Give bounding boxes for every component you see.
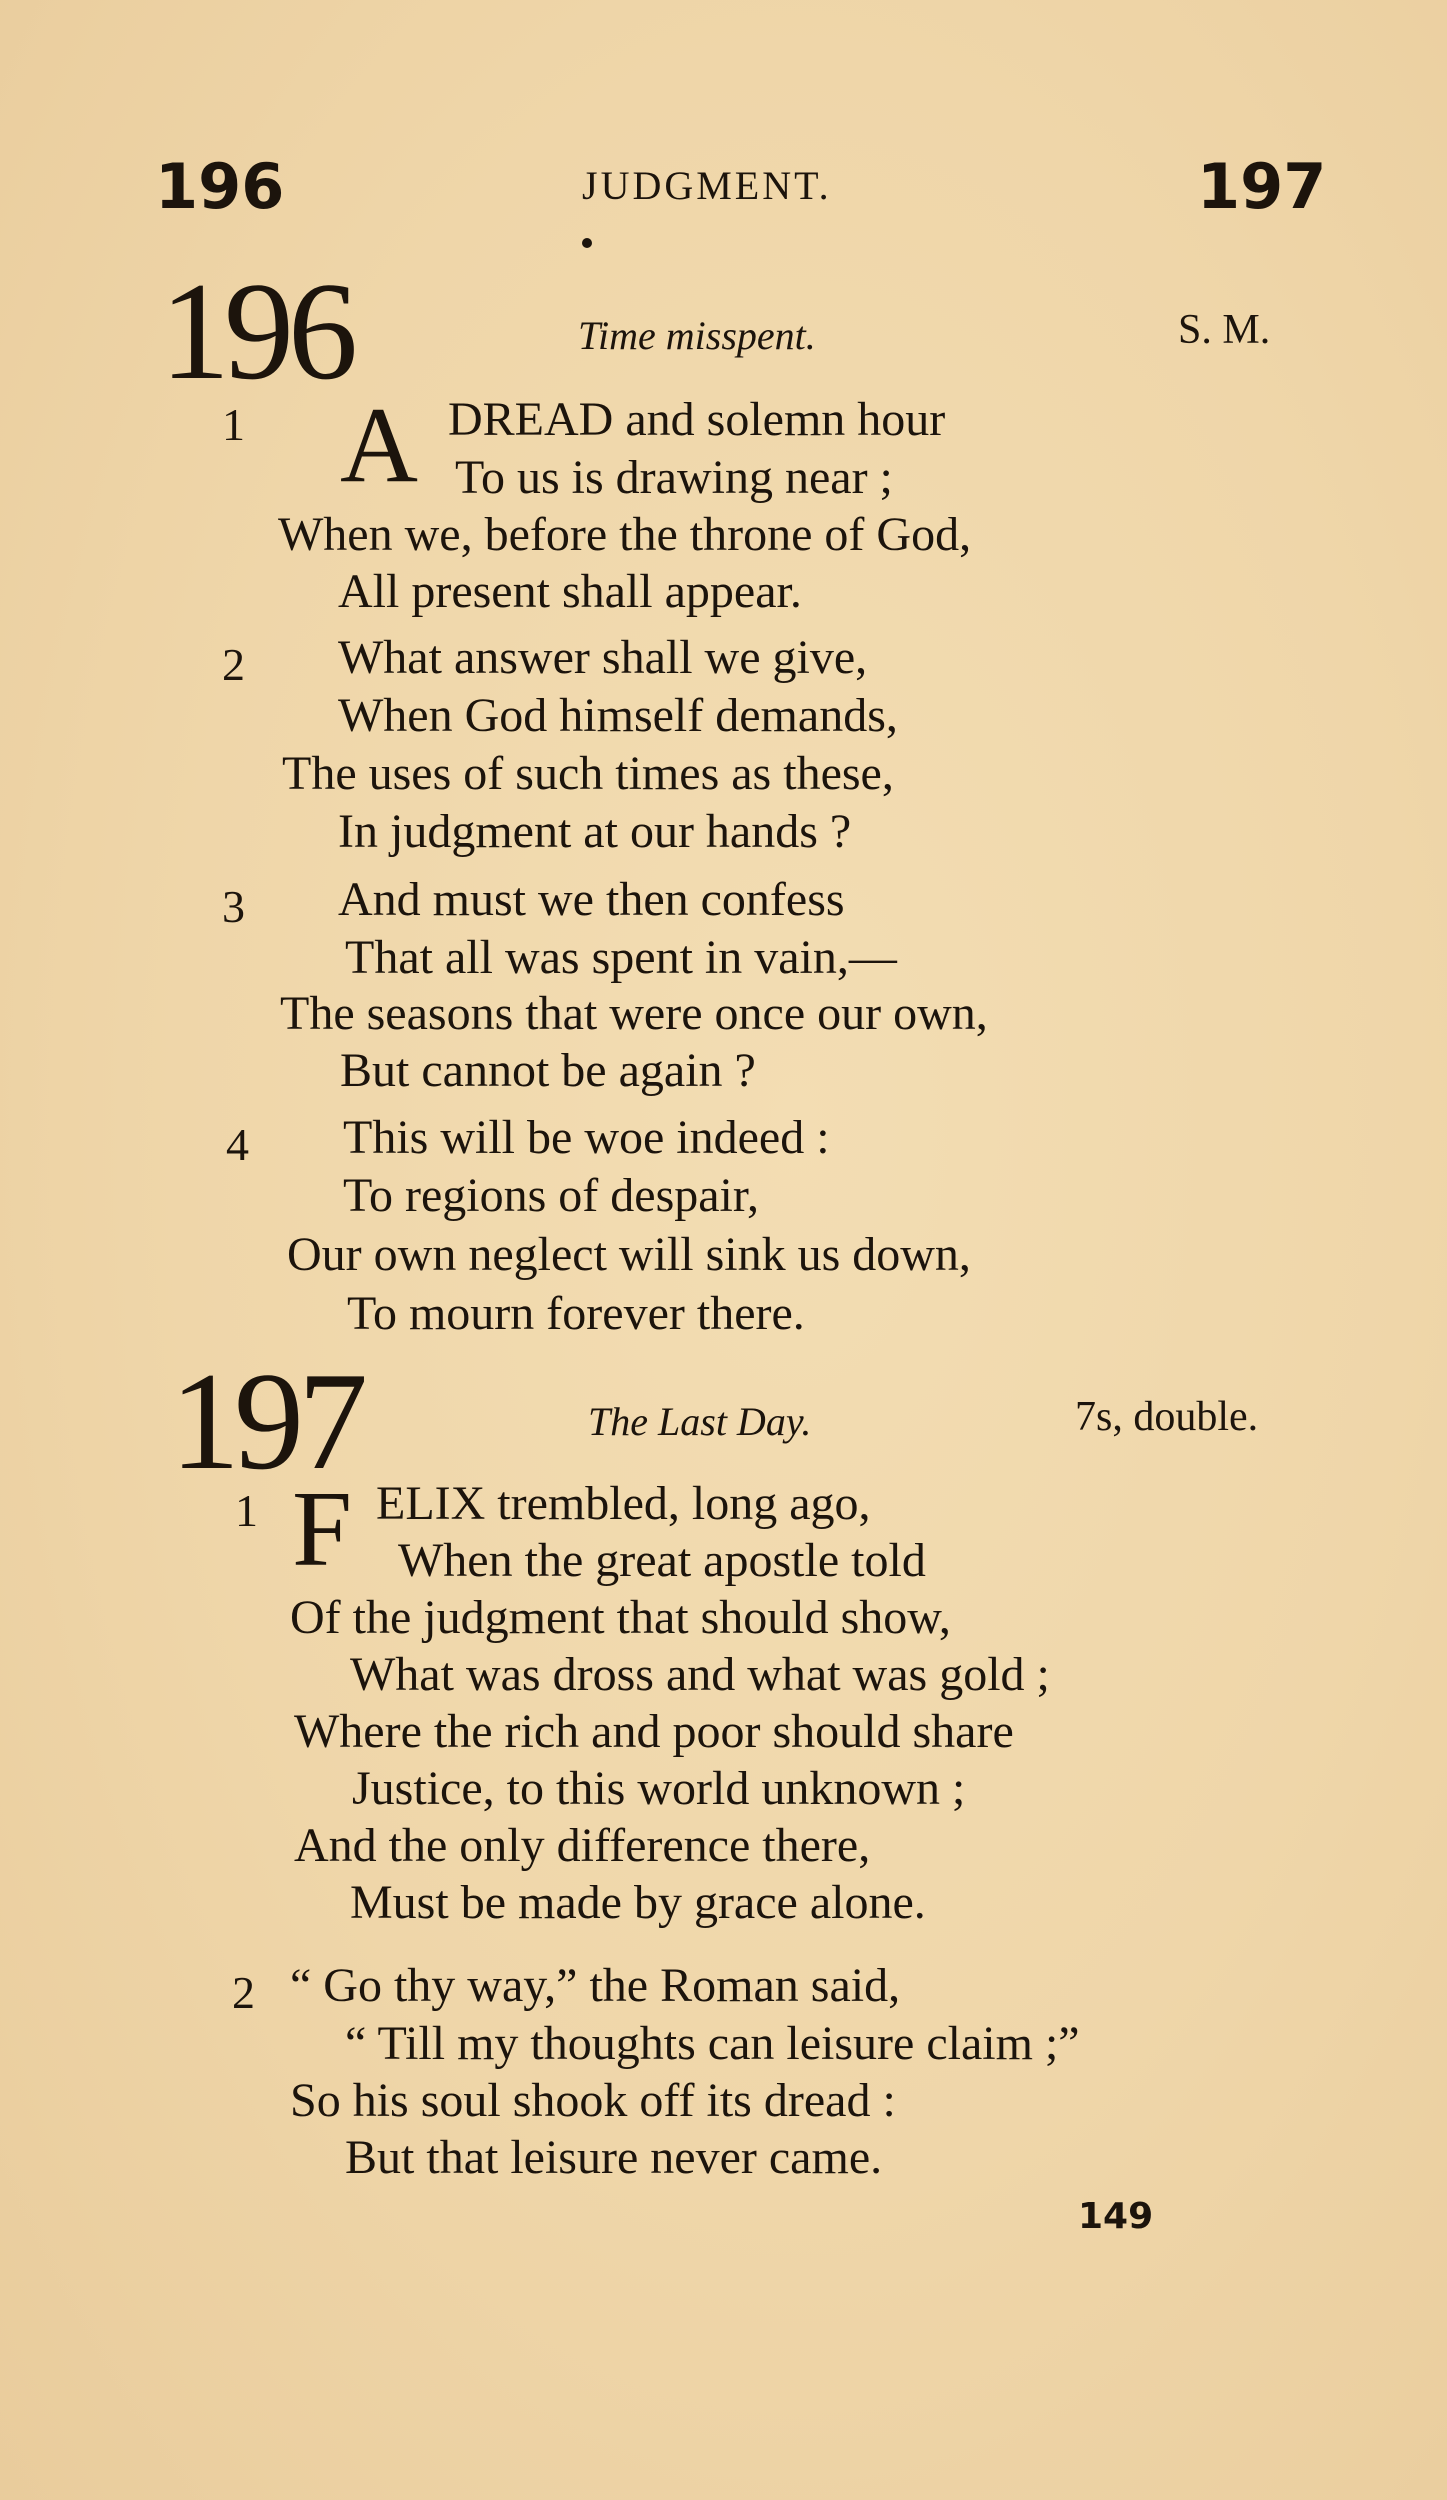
verse-number: 1 [235,1485,258,1536]
verse-line: Justice, to this world unknown ; [352,1762,966,1815]
verse-line: What answer shall we give, [338,631,868,684]
verse-line: “ Go thy way,” the Roman said, [290,1959,901,2012]
verse-line: And the only difference there, [294,1819,871,1872]
verse-line: To mourn forever there. [347,1287,805,1340]
verse-line: Our own neglect will sink us down, [287,1228,971,1281]
verse-number: 2 [222,639,245,690]
hymn-number: 196 [160,254,352,409]
verse-line: But cannot be again ? [340,1044,756,1097]
hymn-meter: S. M. [1178,307,1271,353]
verse-line: ELIX trembled, long ago, [376,1477,871,1530]
running-title: JUDGMENT. [582,163,832,208]
verse-line: In judgment at our hands ? [338,805,852,858]
verse-line: That all was spent in vain,— [345,931,897,984]
verse-line: But that leisure never came. [345,2131,883,2184]
verse-line: To regions of despair, [343,1169,759,1222]
verse-line: And must we then confess [338,873,845,926]
verse-line: Of the judgment that should show, [290,1591,951,1644]
verse-number: 1 [222,399,245,450]
verse-line: When the great apostle told [398,1534,926,1587]
verse-line: All present shall appear. [338,565,802,618]
verse-line: So his soul shook off its dread : [290,2074,896,2127]
right-page-number: 197 [1197,150,1327,223]
verse-number: 4 [226,1119,249,1170]
hymn-title: Time misspent. [578,313,816,358]
folio-number: 149 [1078,2196,1154,2237]
verse-line: When we, before the throne of God, [278,508,972,561]
verse-line: The seasons that were once our own, [280,987,988,1040]
hymn-title: The Last Day. [588,1399,812,1444]
verse-number: 2 [232,1967,255,2018]
ornament-dot [582,238,592,248]
verse-line: Must be made by grace alone. [350,1876,926,1929]
verse-number: 3 [222,881,245,932]
verse-line: To us is drawing near ; [455,451,893,504]
hymn-meter: 7s, double. [1075,1394,1259,1440]
drop-cap: A [340,386,418,505]
verse-line: DREAD and solemn hour [448,393,946,446]
verse-line: When God himself demands, [338,689,898,742]
hymn-number: 197 [170,1344,362,1499]
drop-cap: F [292,1470,353,1589]
verse-line: What was dross and what was gold ; [350,1648,1050,1701]
left-page-number: 196 [155,150,285,223]
verse-line: The uses of such times as these, [282,747,894,800]
verse-line: This will be woe indeed : [343,1111,830,1164]
verse-line: Where the rich and poor should share [294,1705,1014,1758]
verse-line: “ Till my thoughts can leisure claim ;” [345,2017,1080,2070]
